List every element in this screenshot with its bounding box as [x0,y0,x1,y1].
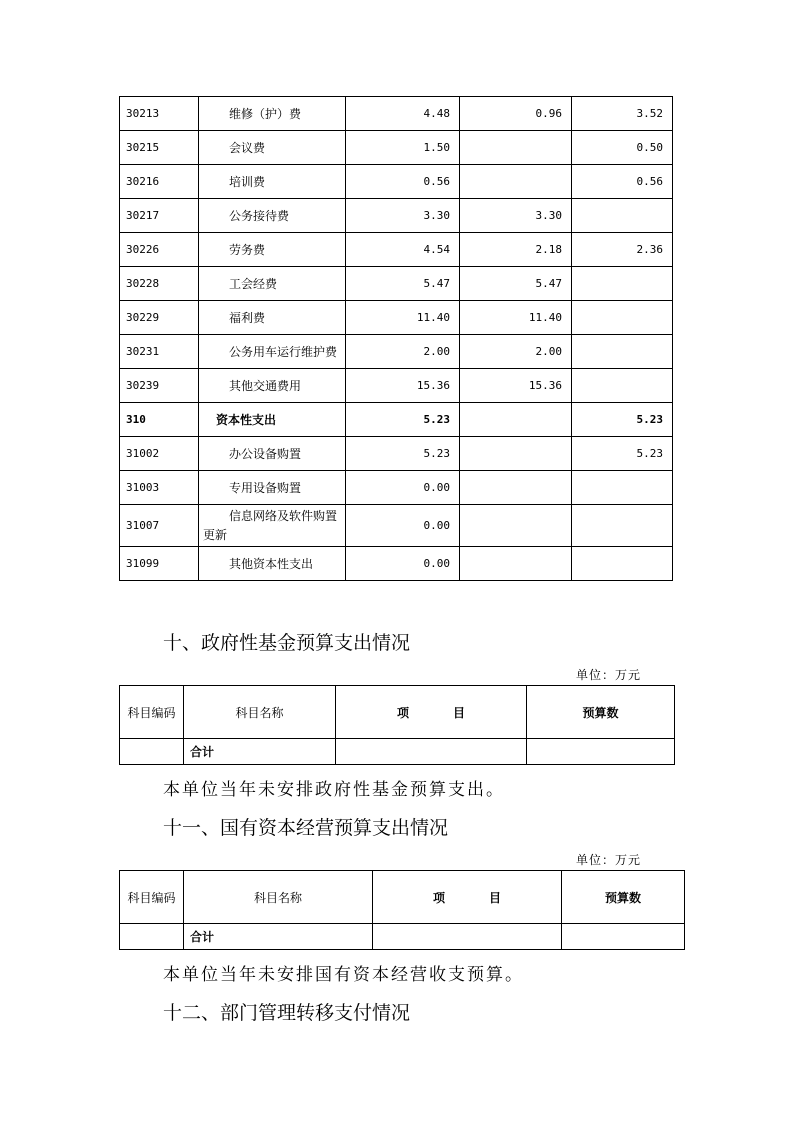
row-project: 5.23 [572,403,673,437]
table-row [120,97,673,131]
row-code: 31099 [120,547,199,581]
total-budget-cell [527,739,675,765]
row-name: 其他交通费用 [199,369,346,403]
col-item-header-b: 目 [489,890,502,905]
table-row [120,301,673,335]
col-code-header: 科目编码 [120,686,184,739]
row-basic: 2.18 [460,233,572,267]
row-name: 劳务费 [199,233,346,267]
row-total: 1.50 [346,131,460,165]
row-code: 30231 [120,335,199,369]
row-basic [460,505,572,547]
total-row [120,739,675,765]
row-basic: 11.40 [460,301,572,335]
row-total: 0.00 [346,471,460,505]
row-total: 5.23 [346,437,460,471]
section-12-heading: 十二、部门管理转移支付情况 [163,1002,411,1024]
row-basic: 0.96 [460,97,572,131]
total-code-cell [120,739,184,765]
row-code: 310 [120,403,199,437]
expense-table [119,96,673,581]
row-basic [460,437,572,471]
row-total: 0.56 [346,165,460,199]
table-row [120,267,673,301]
col-item-header-a: 项 [396,705,409,720]
row-code: 30215 [120,131,199,165]
row-total: 4.54 [346,233,460,267]
row-total: 5.47 [346,267,460,301]
row-name: 专用设备购置 [199,471,346,505]
table-row [120,369,673,403]
row-code: 30213 [120,97,199,131]
row-name: 福利费 [199,301,346,335]
table-header-row [120,871,685,924]
row-name: 公务接待费 [199,199,346,233]
row-code: 30216 [120,165,199,199]
row-basic [460,165,572,199]
col-code-header: 科目编码 [120,871,184,924]
state-capital-table [119,870,685,950]
table-row [120,437,673,471]
col-item-header [336,686,527,739]
total-item-cell [336,739,527,765]
row-basic: 2.00 [460,335,572,369]
row-total: 15.36 [346,369,460,403]
row-code: 30226 [120,233,199,267]
row-total: 3.30 [346,199,460,233]
total-item-cell [373,924,562,950]
row-total: 5.23 [346,403,460,437]
table-row [120,199,673,233]
row-basic [460,403,572,437]
row-project [572,267,673,301]
row-project [572,199,673,233]
col-budget-header: 预算数 [527,686,675,739]
col-item-header-a: 项 [432,890,445,905]
expense-table-body [120,97,673,581]
row-project: 0.50 [572,131,673,165]
row-project: 2.36 [572,233,673,267]
section-11-unit: 单位：万元 [576,853,642,867]
section-10-unit: 单位：万元 [576,668,642,682]
row-basic: 3.30 [460,199,572,233]
col-name-header: 科目名称 [184,871,373,924]
table-row [120,335,673,369]
row-total: 11.40 [346,301,460,335]
table-row [120,505,673,547]
row-code: 31007 [120,505,199,547]
row-code: 30217 [120,199,199,233]
row-project [572,505,673,547]
row-code: 31003 [120,471,199,505]
section-10-note: 本单位当年未安排政府性基金预算支出。 [163,780,505,800]
gov-fund-table [119,685,675,765]
row-project [572,335,673,369]
row-code: 30228 [120,267,199,301]
table-row [120,403,673,437]
total-budget-cell [562,924,685,950]
row-name: 信息网络及软件购置更新 [199,505,346,547]
row-name: 其他资本性支出 [199,547,346,581]
col-budget-header: 预算数 [562,871,685,924]
row-total: 0.00 [346,505,460,547]
row-name: 会议费 [199,131,346,165]
table-row [120,165,673,199]
row-name: 培训费 [199,165,346,199]
col-item-header-b: 目 [453,705,466,720]
row-basic [460,131,572,165]
section-11-heading: 十一、国有资本经营预算支出情况 [163,817,449,839]
total-code-cell [120,924,184,950]
row-project: 3.52 [572,97,673,131]
row-code: 30239 [120,369,199,403]
section-10-heading: 十、政府性基金预算支出情况 [163,632,411,654]
row-code: 31002 [120,437,199,471]
total-label: 合计 [184,924,373,950]
total-label: 合计 [184,739,336,765]
row-basic: 5.47 [460,267,572,301]
col-name-header: 科目名称 [184,686,336,739]
row-name: 工会经费 [199,267,346,301]
row-project [572,547,673,581]
row-project [572,471,673,505]
row-total: 0.00 [346,547,460,581]
table-row [120,547,673,581]
row-project [572,301,673,335]
table-row [120,233,673,267]
row-name: 公务用车运行维护费 [199,335,346,369]
col-item-header [373,871,562,924]
row-basic: 15.36 [460,369,572,403]
table-row [120,131,673,165]
total-row [120,924,685,950]
row-code: 30229 [120,301,199,335]
row-name: 维修（护）费 [199,97,346,131]
row-project: 0.56 [572,165,673,199]
row-name: 办公设备购置 [199,437,346,471]
table-row [120,471,673,505]
table-header-row [120,686,675,739]
row-total: 4.48 [346,97,460,131]
section-11-note: 本单位当年未安排国有资本经营收支预算。 [163,965,524,985]
row-basic [460,547,572,581]
row-name: 资本性支出 [199,403,346,437]
row-project: 5.23 [572,437,673,471]
row-total: 2.00 [346,335,460,369]
row-basic [460,471,572,505]
row-project [572,369,673,403]
